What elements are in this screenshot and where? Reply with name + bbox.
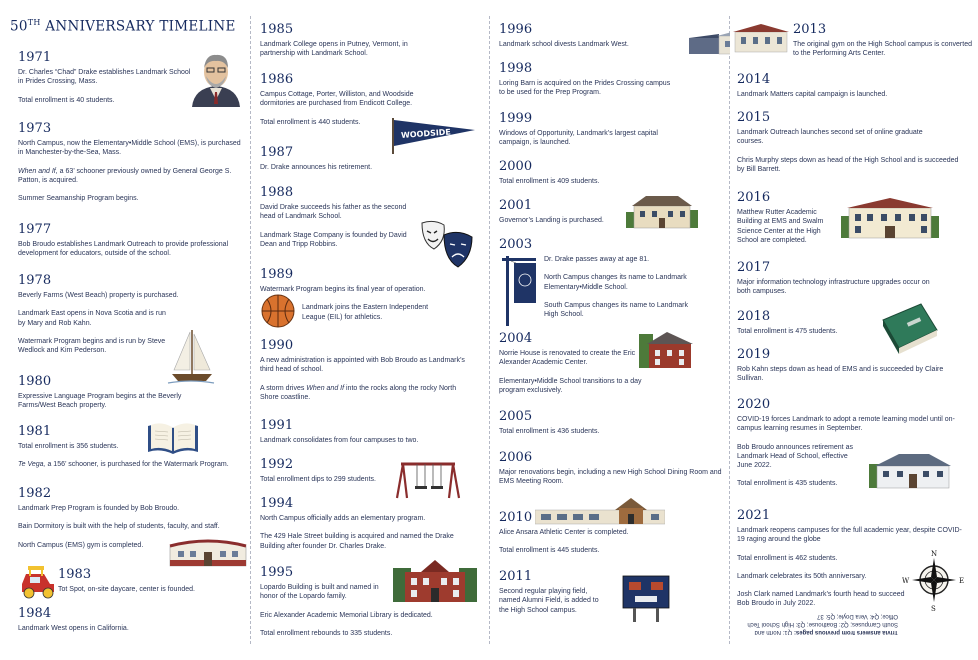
open-book-illustration <box>146 420 200 456</box>
entry-2015 <box>737 110 967 174</box>
entry-text: Windows of Opportunity, Landmark’s largest capital campaign, is launched. <box>499 130 658 147</box>
entry-2006 <box>499 450 724 487</box>
year-label: 2000 <box>499 159 533 174</box>
year-label: 1996 <box>499 22 533 37</box>
entry-text: Landmark school divests Landmark West. <box>499 41 629 48</box>
year-label: 2004 <box>499 331 533 346</box>
entry-2018 <box>737 309 877 336</box>
year-label: 2003 <box>499 237 533 252</box>
entry-1990 <box>260 338 470 402</box>
basketball-icon <box>260 293 296 329</box>
year-label: 2015 <box>737 110 771 125</box>
trivia-answers: Trivia answers from previous pages: Q1: North and South Campuses; Q2: Boathouse; Q3: High School Tech Office; Q4: Vera Doyle; Q5: 37 <box>747 613 898 635</box>
lopardo-building-illustration <box>393 558 477 606</box>
year-label: 2001 <box>499 198 533 213</box>
entry-1988 <box>260 185 415 249</box>
svg-text:W: W <box>902 577 910 585</box>
academic-building-illustration <box>841 196 939 240</box>
entry-1980 <box>18 374 183 411</box>
year-label: 1973 <box>18 121 52 136</box>
entry-text: Dr. Drake passes away at age 81. <box>544 256 650 263</box>
entry-text: Total enrollment rebounds to 335 students. <box>260 629 393 637</box>
entry-text: Lopardo Building is built and named in honor of the Lopardo family. <box>260 584 379 601</box>
year-label: 1994 <box>260 496 294 511</box>
entry-text: Elementary•Middle School transitions to a day program exclusively. <box>499 377 642 394</box>
year-label: 2010 <box>499 510 533 525</box>
entry-2013 <box>793 22 973 59</box>
entry-text: Major information technology infrastructure upgrades occur on both campuses. <box>737 279 930 296</box>
year-label: 2018 <box>737 309 771 324</box>
head-of-school-house-illustration <box>869 450 953 490</box>
entry-2017 <box>737 260 937 297</box>
founder-portrait-illustration <box>188 52 244 107</box>
year-label: 1978 <box>18 273 52 288</box>
landmark-west-building-illustration <box>689 26 730 56</box>
year-label: 2014 <box>737 72 771 87</box>
timeline-column-1 <box>8 0 252 660</box>
athletic-center-illustration <box>535 496 665 526</box>
entry-2000 <box>499 159 674 186</box>
year-label: 1983 <box>58 567 92 582</box>
entry-1984 <box>18 606 248 633</box>
year-label: 1988 <box>260 185 294 200</box>
year-label: 1989 <box>260 267 294 282</box>
entry-text: Expressive Language Program begins at the Beverly Farms/West Beach property. <box>18 393 182 410</box>
entry-text: Norrie House is renovated to create the Eric Alexander Academic Center. <box>499 350 636 367</box>
entry-1983 <box>58 567 243 594</box>
entry-text: Bob Broudo announces retirement as Landmark Head of School, effective June 2022. <box>737 443 853 470</box>
entry-text: Campus Cottage, Porter, Williston, and Woodside dormitories are purchased from Endicott College. <box>260 91 414 108</box>
entry-text: Landmark East opens in Nova Scotia and is run by Mary and Rob Kahn. <box>18 310 166 327</box>
green-book-illustration <box>877 300 941 356</box>
entry-text: Landmark College opens in Putney, Vermont, in partnership with Landmark School. <box>260 41 408 58</box>
year-label: 1985 <box>260 22 294 37</box>
entry-1977 <box>18 222 243 259</box>
timeline-column-2 <box>253 0 489 660</box>
entry-text: Total enrollment is 440 students. <box>260 118 361 126</box>
entry-text: Landmark Matters capital campaign is launched. <box>737 91 888 98</box>
entry-2004 <box>499 331 644 395</box>
entry-text: Total enrollment is 475 students. <box>737 328 838 335</box>
entry-text: David Drake succeeds his father as the second head of Landmark School. <box>260 204 407 221</box>
svg-text:N: N <box>931 550 938 558</box>
entry-text: Eric Alexander Academic Memorial Library is dedicated. <box>260 611 433 619</box>
entry-text: North Campus officially adds an elementary program. <box>260 515 426 522</box>
entry-2005 <box>499 409 674 436</box>
entry-text: Second regular playing field, named Alumni Field, is added to the High School campus. <box>499 588 599 614</box>
svg-text:S: S <box>931 605 936 612</box>
year-label: 1999 <box>499 111 533 126</box>
entry-text: Matthew Rutter Academic Building at EMS and Swalm Science Center at the High School are completed. <box>737 209 824 244</box>
year-label: 2005 <box>499 409 533 424</box>
year-label: 1982 <box>18 486 52 501</box>
entry-text: Total enrollment is 435 students. <box>737 480 838 488</box>
entry-text: Total enrollment dips to 299 students. <box>260 476 376 483</box>
entry-text: The 429 Hale Street building is acquired and named the Drake Building after founder Dr. Charles Drake. <box>260 533 454 550</box>
year-label: 1977 <box>18 222 52 237</box>
entry-text: The original gym on the High School campus is converted to the Performing Arts Center. <box>793 41 972 58</box>
entry-text: South Campus changes its name to Landmark High School. <box>544 301 688 319</box>
entry-text: Landmark Outreach launches second set of online graduate courses. <box>737 129 923 146</box>
entry-text: Dr. Drake announces his retirement. <box>260 164 373 171</box>
page-title: 50TH ANNIVERSARY TIMELINE <box>10 18 236 35</box>
performing-arts-center-illustration <box>733 22 789 54</box>
timeline-column-4 <box>731 0 975 660</box>
landmark-school-sign-illustration <box>500 254 540 326</box>
entry-text: Dr. Charles “Chad” Drake establishes Landmark School in Prides Crossing, Mass. <box>18 69 191 86</box>
swing-set-illustration <box>395 460 461 500</box>
year-label: 2017 <box>737 260 771 275</box>
year-label: 2013 <box>793 22 827 37</box>
entry-text: North Campus changes its name to Landmark Elementary•Middle School. <box>544 274 687 291</box>
entry-text: Landmark West opens in California. <box>18 625 129 632</box>
entry-text: Total enrollment is 409 students. <box>499 178 600 185</box>
entry-text: A new administration is appointed with Bob Broudo as Landmark’s third head of school. <box>260 357 465 374</box>
entry-text: Governor’s Landing is purchased. <box>499 217 604 224</box>
woodside-pennant-illustration <box>389 116 479 156</box>
year-label: 1984 <box>18 606 52 621</box>
entry-text: A storm drives When and If into the rocks along the rocky North Shore coastline. <box>260 384 457 401</box>
entry-text: Total enrollment is 462 students. <box>737 554 838 562</box>
ride-on-car-toy-illustration <box>18 562 58 600</box>
entry-text: Landmark consolidates from four campuses to two. <box>260 437 419 444</box>
entry-1999 <box>499 111 674 148</box>
entry-1996 <box>499 22 684 49</box>
year-label: 1981 <box>18 424 52 439</box>
entry-text: Watermark Program begins its final year of operation. <box>260 286 426 293</box>
entry-text: Landmark joins the Eastern Independent League (EIL) for athletics. <box>302 304 429 321</box>
entry-text: Te Vega, a 156’ schooner, is purchased for the Watermark Program. <box>18 461 229 469</box>
entry-2011 <box>499 569 609 615</box>
entry-text: Summer Seamanship Program begins. <box>18 195 139 203</box>
year-label: 1992 <box>260 457 294 472</box>
entry-2016 <box>737 190 839 245</box>
year-label: 1995 <box>260 565 294 580</box>
entry-text: Landmark Prep Program is founded by Bob Broudo. <box>18 505 180 512</box>
entry-text: Alice Ansara Athletic Center is completed. <box>499 529 629 536</box>
entry-text: COVID-19 forces Landmark to adopt a remote learning model until on-campus learning resumes in September. <box>737 416 955 433</box>
year-label: 1971 <box>18 50 52 65</box>
svg-text:WOODSIDE: WOODSIDE <box>400 127 452 140</box>
entry-1998 <box>499 61 674 98</box>
entry-1981 <box>18 424 252 470</box>
svg-text:E: E <box>959 577 965 585</box>
entry-text: Tot Spot, on-site daycare, center is founded. <box>58 586 195 593</box>
year-label: 2021 <box>737 508 771 523</box>
entry-text: North Campus (EMS) gym is completed. <box>18 541 144 549</box>
scoreboard-illustration <box>621 574 671 624</box>
entry-text: Total enrollment is 356 students. <box>18 443 119 450</box>
year-label: 2011 <box>499 569 533 584</box>
year-label: 1980 <box>18 374 52 389</box>
year-label: 1991 <box>260 418 294 433</box>
sailboat-illustration <box>166 326 216 386</box>
entry-text: Watermark Program begins and is run by Steve Wedlock and Kim Pederson. <box>18 337 166 355</box>
year-label: 1987 <box>260 145 294 160</box>
entry-2001 <box>499 198 634 225</box>
entry-1985 <box>260 22 435 59</box>
entry-text: Loring Barn is acquired on the Prides Crossing campus to be used for the Prep Program. <box>499 80 671 97</box>
norrie-house-illustration <box>639 328 695 370</box>
year-label: 2020 <box>737 397 771 412</box>
year-label: 2016 <box>737 190 771 205</box>
year-label: 2019 <box>737 347 771 362</box>
entry-text: Bain Dormitory is built with the help of students, faculty, and staff. <box>18 523 220 531</box>
entry-text: Total enrollment is 40 students. <box>18 96 115 104</box>
year-label: 1990 <box>260 338 294 353</box>
entry-text: Chris Murphy steps down as head of the High School and is succeeded by Bill Barrett. <box>737 156 959 173</box>
entry-text: Total enrollment is 436 students. <box>499 428 600 435</box>
entry-text: Bob Broudo establishes Landmark Outreach to provide professional development for educators, outside of the school. <box>18 241 229 258</box>
entry-text: Landmark Stage Company is founded by David Dean and Tripp Robbins. <box>260 231 407 248</box>
entry-text: Beverly Farms (West Beach) property is purchased. <box>18 292 179 299</box>
theater-masks-illustration <box>418 217 476 271</box>
entry-1973 <box>18 121 243 203</box>
compass-rose-icon <box>901 548 967 612</box>
year-label: 1998 <box>499 61 533 76</box>
entry-text: Landmark reopens campuses for the full academic year, despite COVID-19 raging around the globe <box>737 527 962 544</box>
year-label: 2006 <box>499 450 533 465</box>
year-label: 1986 <box>260 72 294 87</box>
entry-text: Total enrollment is 445 students. <box>499 547 600 555</box>
entry-1994 <box>260 496 480 551</box>
entry-text: Rob Kahn steps down as head of EMS and is succeeded by Claire Sullivan. <box>737 366 944 383</box>
entry-text: Josh Clark named Landmark’s fourth head to succeed Bob Broudo in July 2022. <box>737 591 905 608</box>
governors-landing-house-illustration <box>626 192 698 230</box>
entry-text: Major renovations begin, including a new High School Dining Room and EMS Meeting Room. <box>499 469 722 486</box>
entry-2014 <box>737 72 957 99</box>
gym-building-illustration <box>166 536 250 568</box>
timeline-column-3 <box>491 0 730 660</box>
entry-text: North Campus, now the Elementary•Middle School (EMS), is purchased in Manchester-by-the-Sea, Mass. <box>18 140 241 157</box>
entry-text: When and If, a 63’ schooner previously owned by General George S. Patton, is acquired. <box>18 167 232 184</box>
entry-1991 <box>260 418 470 445</box>
entry-1971 <box>18 50 193 105</box>
entry-text: Landmark celebrates its 50th anniversary. <box>737 572 867 580</box>
